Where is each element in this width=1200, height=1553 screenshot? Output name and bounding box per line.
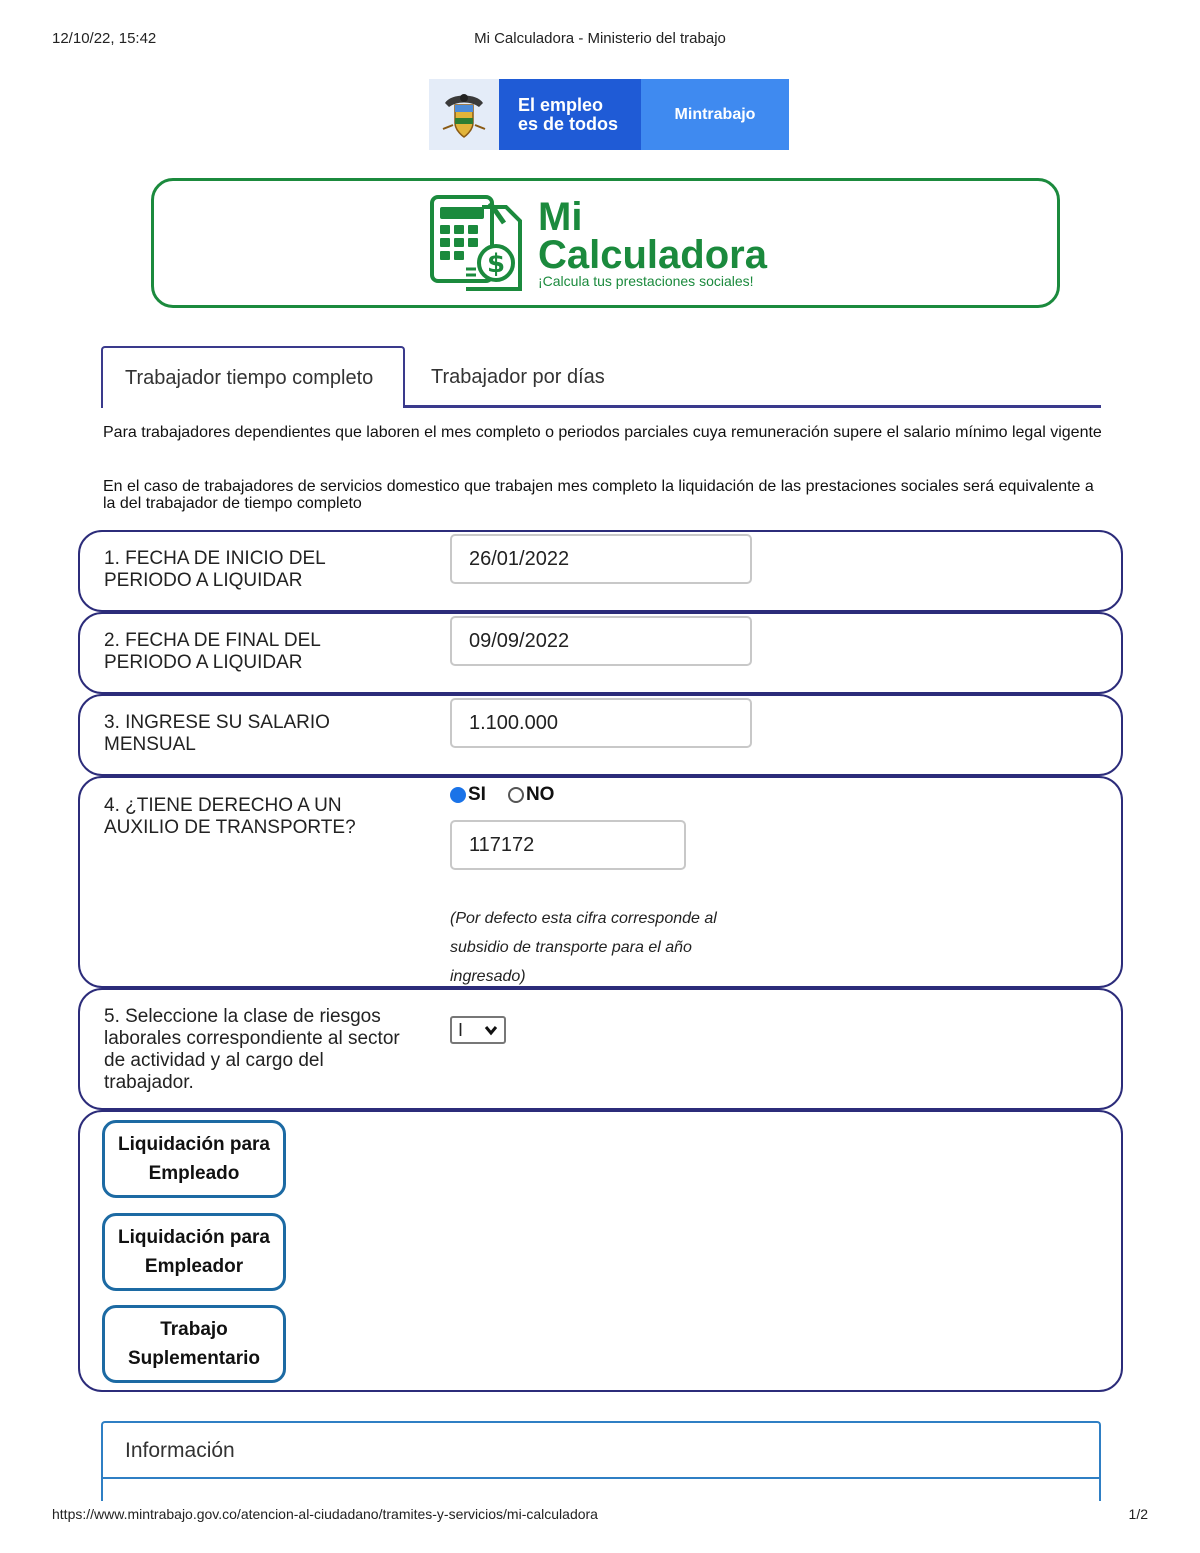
calculator-tabs: [101, 346, 1101, 408]
transport-label: 4. ¿TIENE DERECHO A UN AUXILIO DE TRANSPORTE?: [104, 795, 356, 838]
print-page-title: Mi Calculadora - Ministerio del trabajo: [474, 30, 726, 47]
hero-title-line2: Calculadora: [538, 233, 767, 277]
end-date-input[interactable]: 09/09/2022: [450, 616, 752, 666]
start-date-input[interactable]: 26/01/2022: [450, 534, 752, 584]
colombia-coat-of-arms-icon: [429, 79, 499, 150]
transport-note: (Por defecto esta cifra corresponde al subsidio de transporte para el año ingresado): [450, 910, 717, 985]
form-row-end-date: [78, 612, 1123, 694]
info-panel-divider: [103, 1477, 1099, 1479]
print-page-number: 1/2: [1128, 1506, 1148, 1522]
transport-radio-group: [450, 784, 576, 806]
print-header: [52, 30, 1148, 50]
slogan-line1: El empleo: [518, 94, 604, 115]
form-row-salary: [78, 694, 1123, 776]
supplementary-work-button[interactable]: Trabajo Suplementario: [102, 1305, 286, 1383]
print-url: https://www.mintrabajo.gov.co/atencion-al-ciudadano/tramites-y-servicios/mi-calculadora: [52, 1506, 598, 1522]
salary-label: 3. INGRESE SU SALARIO MENSUAL: [104, 712, 330, 755]
employee-liquidation-button[interactable]: Liquidación para Empleado: [102, 1120, 286, 1198]
tab-full-time-worker[interactable]: Trabajador tiempo completo: [101, 346, 405, 408]
info-panel-title[interactable]: Información: [125, 1439, 235, 1462]
hero-banner: [151, 178, 1060, 308]
form-row-actions: [78, 1110, 1123, 1392]
info-panel: [101, 1421, 1101, 1501]
print-datetime: 12/10/22, 15:42: [52, 30, 157, 47]
transport-no-label: NO: [525, 784, 555, 805]
employer-liquidation-button[interactable]: Liquidación para Empleador: [102, 1213, 286, 1291]
form-row-transport: [78, 776, 1123, 988]
start-date-label: 1. FECHA DE INICIO DEL PERIODO A LIQUIDAR: [104, 548, 326, 591]
form-row-risk-class: [78, 988, 1123, 1110]
hero-title-line1: Mi: [538, 195, 583, 239]
calculator-document-dollar-icon: [426, 193, 526, 293]
gov-banner[interactable]: [429, 79, 789, 150]
transport-no-radio[interactable]: [508, 787, 524, 803]
ministry-name: Mintrabajo: [641, 79, 789, 150]
transport-amount-input[interactable]: 117172: [450, 820, 686, 870]
chevron-down-icon: [484, 1023, 498, 1037]
end-date-label: 2. FECHA DE FINAL DEL PERIODO A LIQUIDAR: [104, 630, 321, 673]
intro-paragraph-1: Para trabajadores dependientes que laboren el mes completo o periodos parciales cuya remuneración supere el salario mínimo legal vigente: [103, 424, 1102, 441]
transport-yes-label: SI: [468, 784, 486, 805]
risk-class-selected-value: I: [458, 1019, 464, 1040]
tab-daily-worker[interactable]: Trabajador por días: [431, 365, 605, 388]
intro-paragraph-2: En el caso de trabajadores de servicios domestico que trabajen mes completo la liquidación de las prestaciones sociales será equivalente a la del trabajador de tiempo completo: [103, 478, 1094, 512]
form-row-start-date: [78, 530, 1123, 612]
svg-text:$: $: [486, 249, 506, 279]
risk-class-select[interactable]: [450, 1016, 506, 1044]
hero-subtitle: ¡Calcula tus prestaciones sociales!: [538, 273, 754, 289]
risk-class-label: 5. Seleccione la clase de riesgos laborales correspondiente al sector de actividad y al cargo del trabajador.: [104, 1006, 400, 1093]
slogan-line2: es de todos: [518, 113, 619, 134]
salary-input[interactable]: 1.100.000: [450, 698, 752, 748]
gov-slogan: [499, 79, 641, 150]
transport-yes-radio[interactable]: [450, 787, 466, 803]
